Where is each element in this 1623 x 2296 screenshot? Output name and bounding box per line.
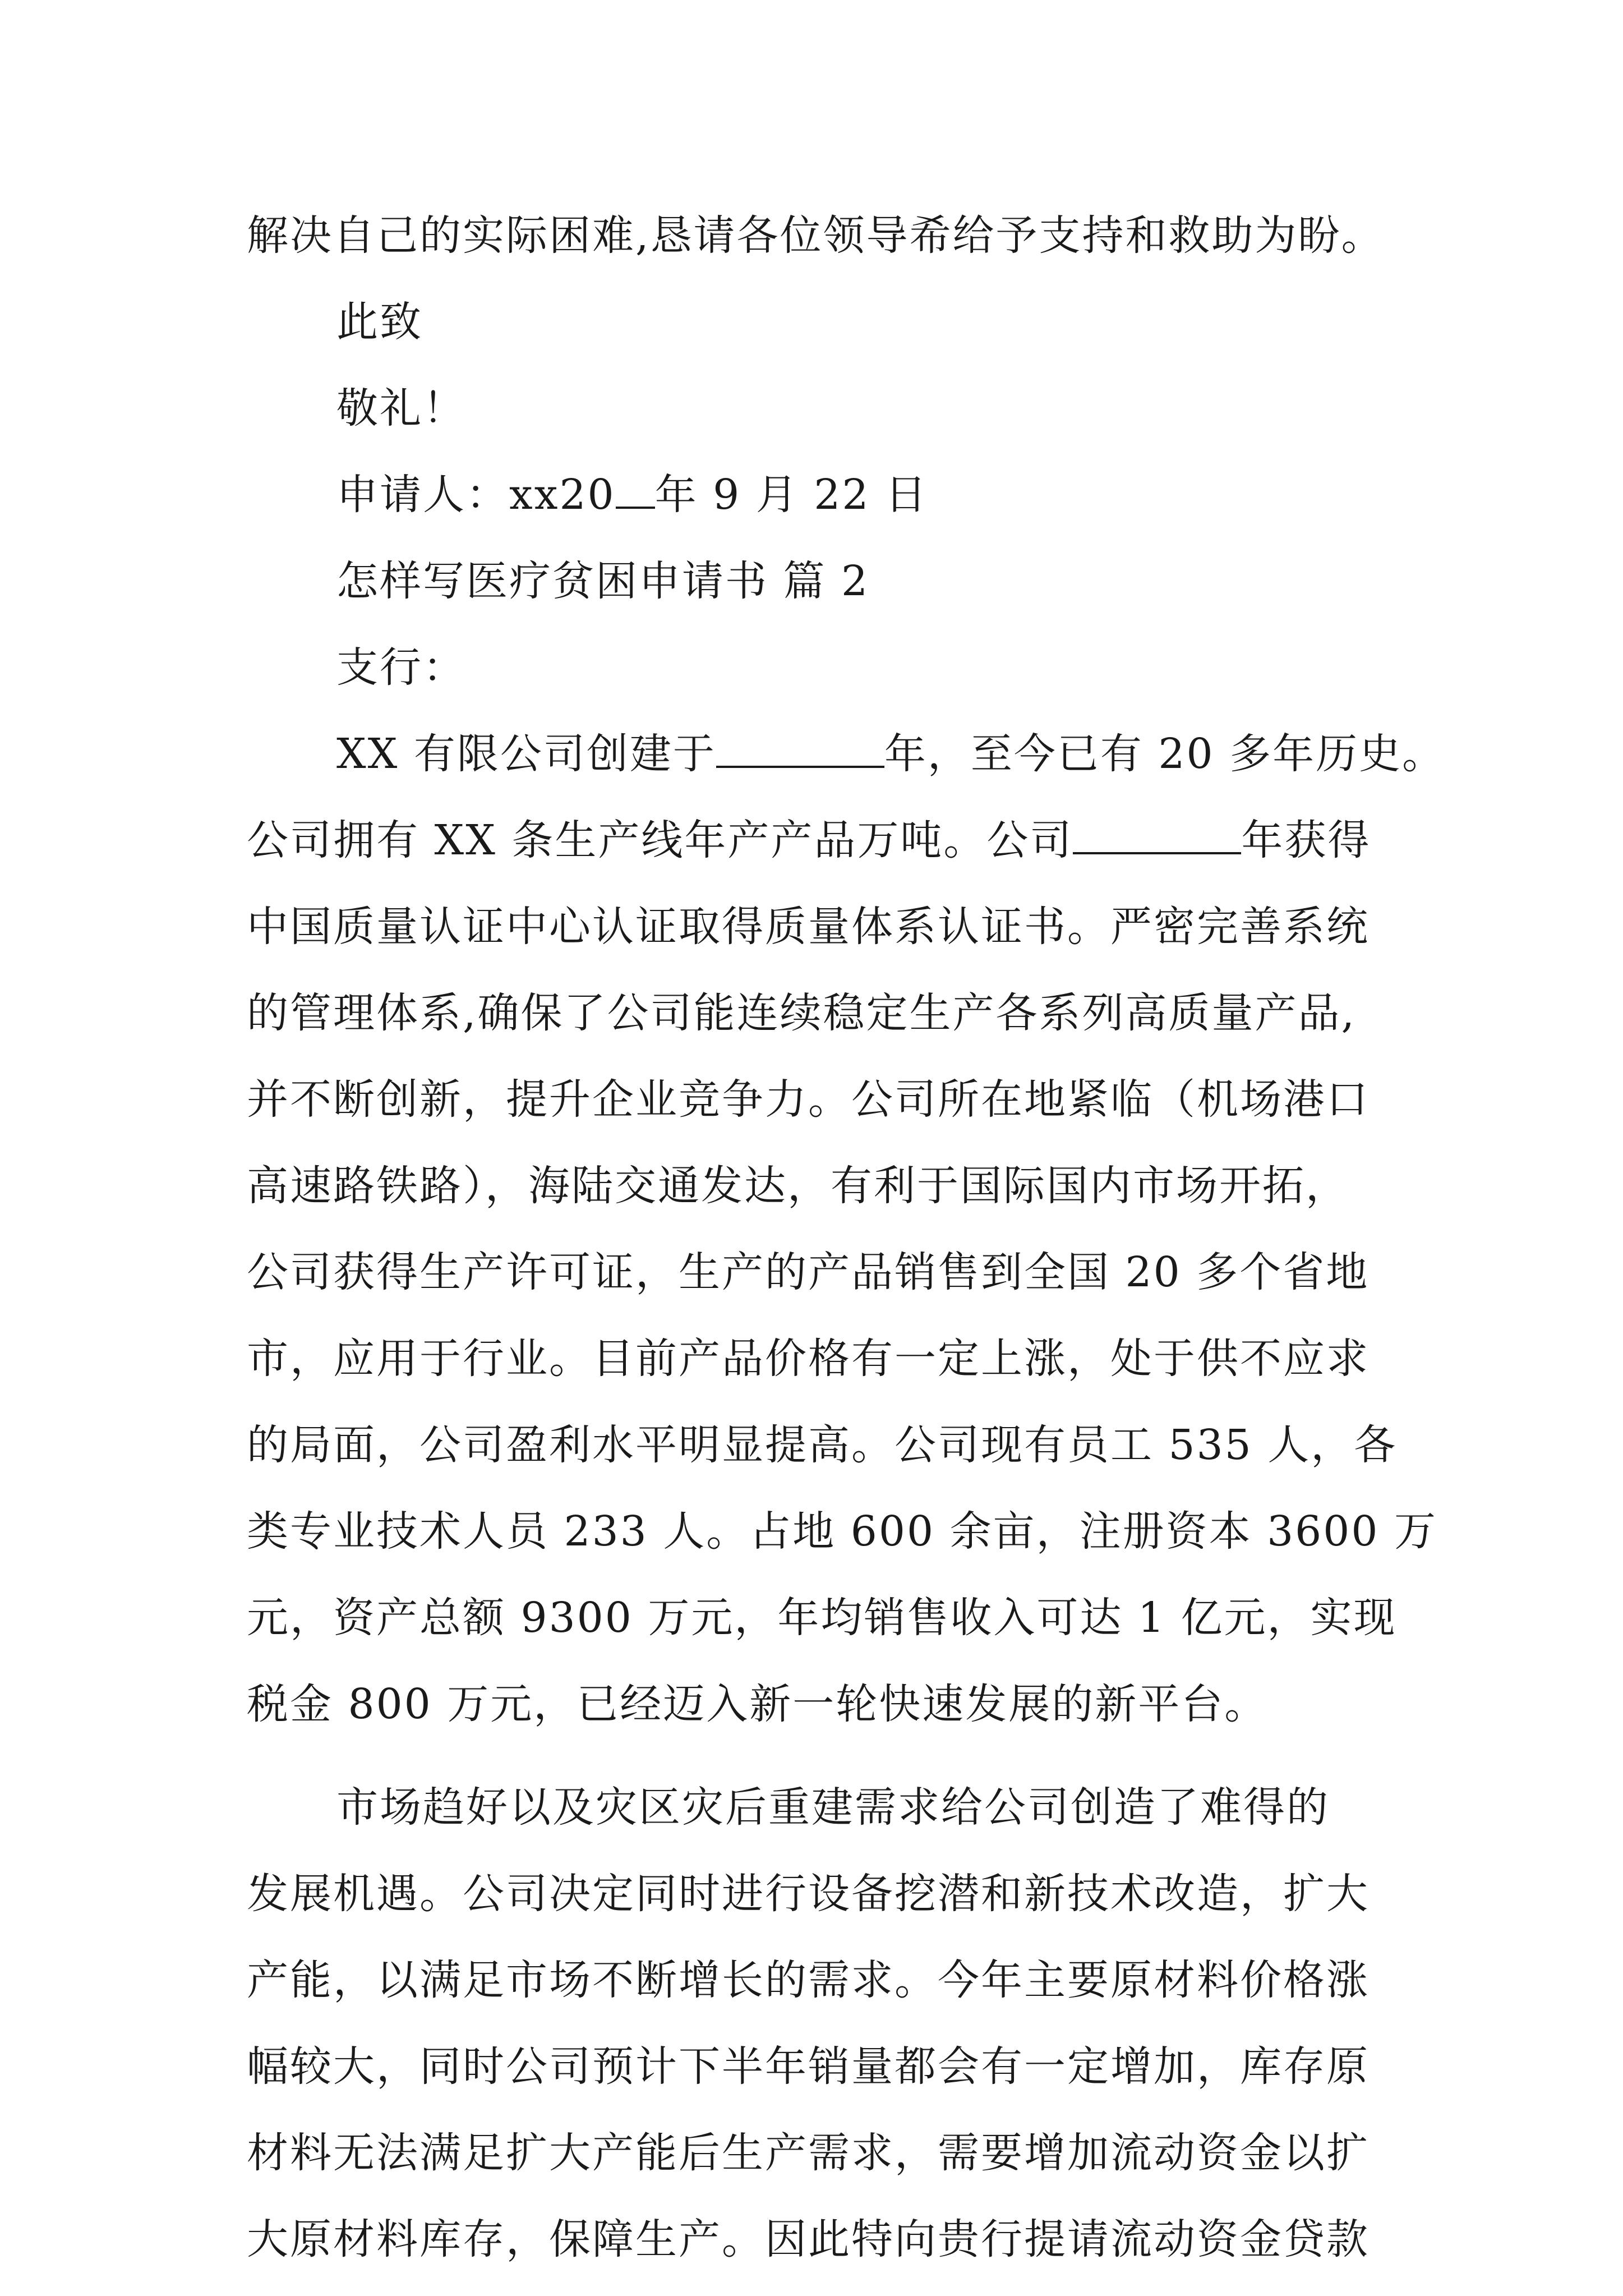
paragraph-line: 并不断创新，提升企业竞争力。公司所在地紧临（机场港口: [247, 1075, 1370, 1124]
date-text: 年 9 月 22 日: [654, 471, 928, 519]
paragraph-line: [247, 812, 1424, 868]
paragraph-line: 市场趋好以及灾区灾后重建需求给公司创造了难得的: [336, 1783, 1330, 1832]
line-text: 年获得: [1241, 816, 1371, 864]
addressee: 支行：: [336, 643, 466, 692]
line-text: 公司拥有 XX 条生产线年产产品万吨。公司: [247, 816, 1073, 864]
paragraph-line: 市，应用于行业。目前产品价格有一定上涨，处于供不应求: [247, 1335, 1370, 1383]
section-heading: 怎样写医疗贫困申请书 篇 2: [336, 557, 870, 605]
paragraph-line: 的管理体系,确保了公司能连续稳定生产各系列高质量产品,: [247, 989, 1357, 1037]
blank-underline: [716, 726, 884, 768]
blank-underline: [616, 467, 655, 509]
paragraph-line: 税金 800 万元，已经迈入新一轮快速发展的新平台。: [247, 1680, 1268, 1728]
intro-text-end: 年，至今已有 20 多年历史。: [884, 730, 1446, 778]
paragraph-line: 公司获得生产许可证，生产的产品销售到全国 20 多个省地: [247, 1248, 1370, 1296]
blank-underline: [1073, 813, 1241, 854]
paragraph-line: 解决自己的实际困难,恳请各位领导希给予支持和救助为盼。: [247, 211, 1385, 260]
paragraph-line: 元，资产总额 9300 万元，年均销售收入可达 1 亿元，实现: [247, 1594, 1397, 1642]
paragraph-line: 发展机遇。公司决定同时进行设备挖潜和新技术改造，扩大: [247, 1870, 1370, 1918]
paragraph-line: 的局面，公司盈利水平明显提高。公司现有员工 535 人，各: [247, 1421, 1398, 1469]
paragraph-line: [336, 726, 1514, 782]
closing-regards: 敬礼！: [336, 384, 466, 432]
applicant-label: 申请人：xx20: [336, 471, 616, 519]
paragraph-line: 产能，以满足市场不断增长的需求。今年主要原材料价格涨: [247, 1956, 1370, 2004]
paragraph-line: 幅较大，同时公司预计下半年销量都会有一定增加，库存原: [247, 2042, 1370, 2091]
paragraph-line: 大原材料库存，保障生产。因此特向贵行提请流动资金贷款: [247, 2215, 1370, 2263]
applicant-date-line: [336, 467, 1514, 523]
paragraph-line: 类专业技术人员 233 人。占地 600 余亩，注册资本 3600 万: [247, 1507, 1437, 1556]
paragraph-line: 材料无法满足扩大产能后生产需求，需要增加流动资金以扩: [247, 2129, 1370, 2177]
paragraph-line: 高速路铁路），海陆交通发达，有利于国际国内市场开拓，: [247, 1162, 1349, 1210]
closing-salutation: 此致: [336, 298, 423, 346]
intro-text: XX 有限公司创建于: [336, 730, 716, 778]
paragraph-line: 中国质量认证中心认证取得质量体系认证书。严密完善系统: [247, 903, 1370, 951]
